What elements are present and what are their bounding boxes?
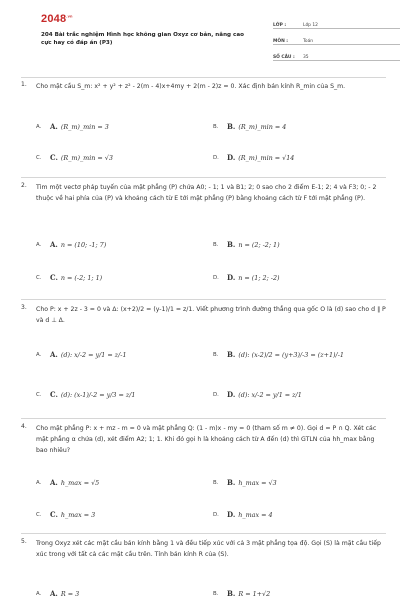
option-a[interactable]: A. A. h_max = √5 [36,478,100,487]
option-d[interactable]: D. D. h_max = 4 [213,510,273,519]
option-c[interactable]: C. C. n = (-2; 1; 1) [36,273,103,282]
divider [21,77,386,78]
question-text: Cho mặt phẳng P: x + mz - m = 0 và mặt phẳng Q: (1 - m)x - my = 0 (tham số m ≠ 0). Gọi d = P ∩ Q. Xét các mặt phẳng α chứa (d), xét điểm A2; 1; 1. Khi đó gọi h là khoảng cách từ A đến (d) thì GTLN của hh_max bằng bao nhiêu? [36,425,377,454]
option-b[interactable]: B. B. (d): (x-2)/2 = (y+3)/-3 = (z+1)/-1 [213,350,344,359]
option-a[interactable]: A. A. (d): x/-2 = y/1 = z/-1 [36,350,127,359]
option-a[interactable]: A. A. (R_m)_min = 3 [36,122,109,131]
question-number: 2. [21,182,27,189]
divider [21,177,386,178]
option-b[interactable]: B. B. h_max = √3 [213,478,277,487]
option-c[interactable]: C. C. (d): (x-1)/-2 = y/3 = z/1 [36,390,136,399]
meta-question-count: SỐ CÂU : 35 [273,49,400,61]
question-4 [21,423,386,456]
question-text: Cho mặt cầu S_m: x² + y² + z² - 2(m - 4)x+4my + 2(m - 2)z = 0. Xác định bán kính R_min của S_m. [36,83,346,90]
divider [21,299,386,300]
question-number: 1. [21,81,27,88]
question-text: Trong Oxyz xét các mặt cầu bán kính bằng 1 và đều tiếp xúc với cả 3 mặt phẳng tọa độ. Gọi (S) là mặt cầu tiếp xúc trong với tất cả các mặt cầu trên. Tính bán kính R của (S). [36,540,381,558]
question-text: Cho P: x + 2z - 3 = 0 và Δ: (x+2)/2 = (y-1)/1 = z/1. Viết phương trình đường thẳng qua gốc O là (d) sao cho d ∥ P và d ⊥ Δ. [36,306,386,324]
document-title: 204 Bài trắc nghiệm Hình học không gian Oxyz cơ bản, nâng cao cực hay có đáp án (P3) [41,32,244,46]
option-d[interactable]: D. D. (d): x/-2 = y/1 = z/1 [213,390,302,399]
divider [21,533,386,534]
option-b[interactable]: B. B. R = 1+√2 [213,589,271,598]
question-text: Tìm một vectơ pháp tuyến của mặt phẳng (P) chứa A0; - 1; 1 và B1; 2; 0 sao cho 2 điểm E-1; 2; 4 và F3; 0; - 2 thuộc về hai phía của (P) và khoảng cách từ E tới mặt phẳng (P) bằng khoảng cách từ F tới mặt phẳng (P). [36,184,377,202]
question-5 [21,538,386,560]
option-a[interactable]: A. A. R = 3 [36,589,80,598]
site-logo[interactable] [41,13,73,25]
document-meta [273,17,400,65]
option-a[interactable]: A. A. n = (10; -1; 7) [36,240,107,249]
option-c[interactable]: C. C. h_max = 3 [36,510,96,519]
question-number: 5. [21,538,27,545]
question-3 [21,304,386,326]
divider [21,418,386,419]
logo-text: 2048 [41,13,67,25]
question-number: 3. [21,304,27,311]
question-1 [21,81,386,92]
option-d[interactable]: D. D. n = (1; 2; -2) [213,273,280,282]
option-c[interactable]: C. C. (R_m)_min = √3 [36,153,113,162]
option-d[interactable]: D. D. (R_m)_min = √14 [213,153,295,162]
meta-subject: MÔN : Toán [273,33,400,45]
document-header [20,0,385,60]
question-2 [21,182,386,204]
logo-suffix: .vn [66,13,73,19]
option-b[interactable]: B. B. (R_m)_min = 4 [213,122,287,131]
option-b[interactable]: B. B. n = (2; -2; 1) [213,240,280,249]
meta-class: LỚP : Lớp 12 [273,17,400,29]
question-number: 4. [21,423,27,430]
